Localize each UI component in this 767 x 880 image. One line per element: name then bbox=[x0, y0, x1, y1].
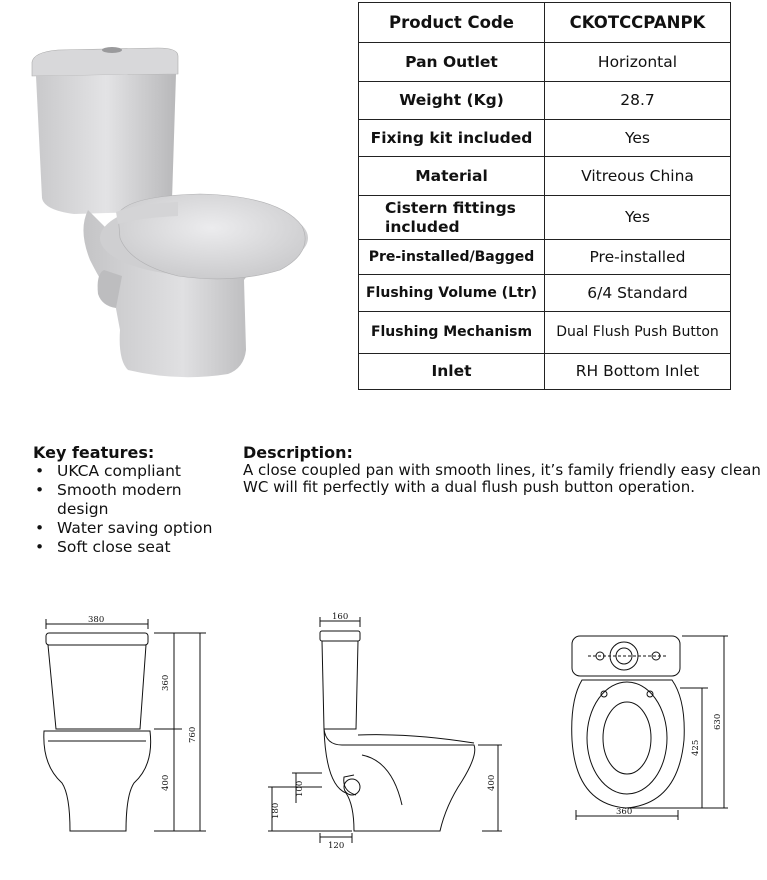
spec-value: Pre-installed bbox=[545, 240, 731, 275]
dim-top-width: 360 bbox=[616, 807, 633, 817]
spec-label: Weight (Kg) bbox=[359, 82, 545, 120]
description-text: A close coupled pan with smooth lines, it’s family friendly easy clean WC will fit perfectly with a dual flush push button operation. bbox=[243, 461, 761, 496]
spec-row-material bbox=[359, 157, 731, 196]
spec-value: Vitreous China bbox=[545, 157, 731, 196]
description bbox=[243, 444, 765, 496]
dim-inlet-height: 100 bbox=[295, 780, 305, 797]
spec-row-weight bbox=[359, 82, 731, 120]
spec-row-fixing-kit bbox=[359, 120, 731, 157]
spec-row-inlet bbox=[359, 354, 731, 390]
features-list bbox=[33, 462, 233, 557]
spec-value: 28.7 bbox=[545, 82, 731, 120]
spec-value: RH Bottom Inlet bbox=[545, 354, 731, 390]
list-item: • Water saving option bbox=[35, 519, 213, 537]
spec-row-flushing-volume bbox=[359, 275, 731, 312]
list-item: • Soft close seat bbox=[35, 538, 171, 556]
spec-value: CKOTCCPANPK bbox=[545, 3, 731, 43]
spec-label: Flushing Mechanism bbox=[359, 312, 545, 354]
dim-outlet-height: 180 bbox=[271, 802, 281, 819]
dim-pan-height: 400 bbox=[161, 774, 171, 791]
bullet-icon: • bbox=[35, 519, 45, 537]
features-heading: Key features: bbox=[33, 443, 155, 462]
dim-pan-length: 425 bbox=[691, 739, 701, 756]
spec-value: Horizontal bbox=[545, 43, 731, 82]
spec-row-product-code bbox=[359, 3, 731, 43]
spec-label: Product Code bbox=[359, 3, 545, 43]
spec-row-pre-installed bbox=[359, 240, 731, 275]
dim-total-length: 630 bbox=[713, 713, 723, 730]
spec-value: Yes bbox=[545, 196, 731, 240]
dim-depth: 160 bbox=[332, 612, 349, 622]
spec-value: Yes bbox=[545, 120, 731, 157]
dim-width: 380 bbox=[88, 615, 105, 625]
side-elevation-drawing bbox=[262, 605, 512, 854]
front-elevation-drawing bbox=[30, 605, 220, 849]
dim-total-height: 760 bbox=[188, 726, 198, 743]
dim-pan-height-side: 400 bbox=[487, 774, 497, 791]
product-photo bbox=[18, 30, 340, 410]
bullet-icon: • bbox=[35, 462, 45, 480]
list-item: • UKCA compliant bbox=[35, 462, 181, 480]
bullet-icon: • bbox=[35, 538, 45, 556]
spec-label: Material bbox=[359, 157, 545, 196]
description-heading: Description: bbox=[243, 443, 353, 462]
spec-label: Fixing kit included bbox=[359, 120, 545, 157]
spec-table bbox=[358, 2, 731, 390]
bullet-icon: • bbox=[35, 481, 45, 499]
spec-label: Cistern fittings included bbox=[359, 196, 545, 240]
spec-label: Pan Outlet bbox=[359, 43, 545, 82]
spec-label: Inlet bbox=[359, 354, 545, 390]
spec-label: Pre-installed/Bagged bbox=[359, 240, 545, 275]
top-view-drawing bbox=[560, 620, 735, 839]
spec-label: Flushing Volume (Ltr) bbox=[359, 275, 545, 312]
spec-row-flushing-mechanism bbox=[359, 312, 731, 354]
dim-outlet-offset: 120 bbox=[328, 841, 345, 850]
key-features bbox=[33, 444, 233, 557]
list-item: • Smooth modern design bbox=[35, 481, 182, 518]
spec-row-pan-outlet bbox=[359, 43, 731, 82]
spec-value: 6/4 Standard bbox=[545, 275, 731, 312]
spec-row-cistern-fittings bbox=[359, 196, 731, 240]
spec-value: Dual Flush Push Button bbox=[545, 312, 731, 354]
dim-cistern-height: 360 bbox=[161, 674, 171, 691]
